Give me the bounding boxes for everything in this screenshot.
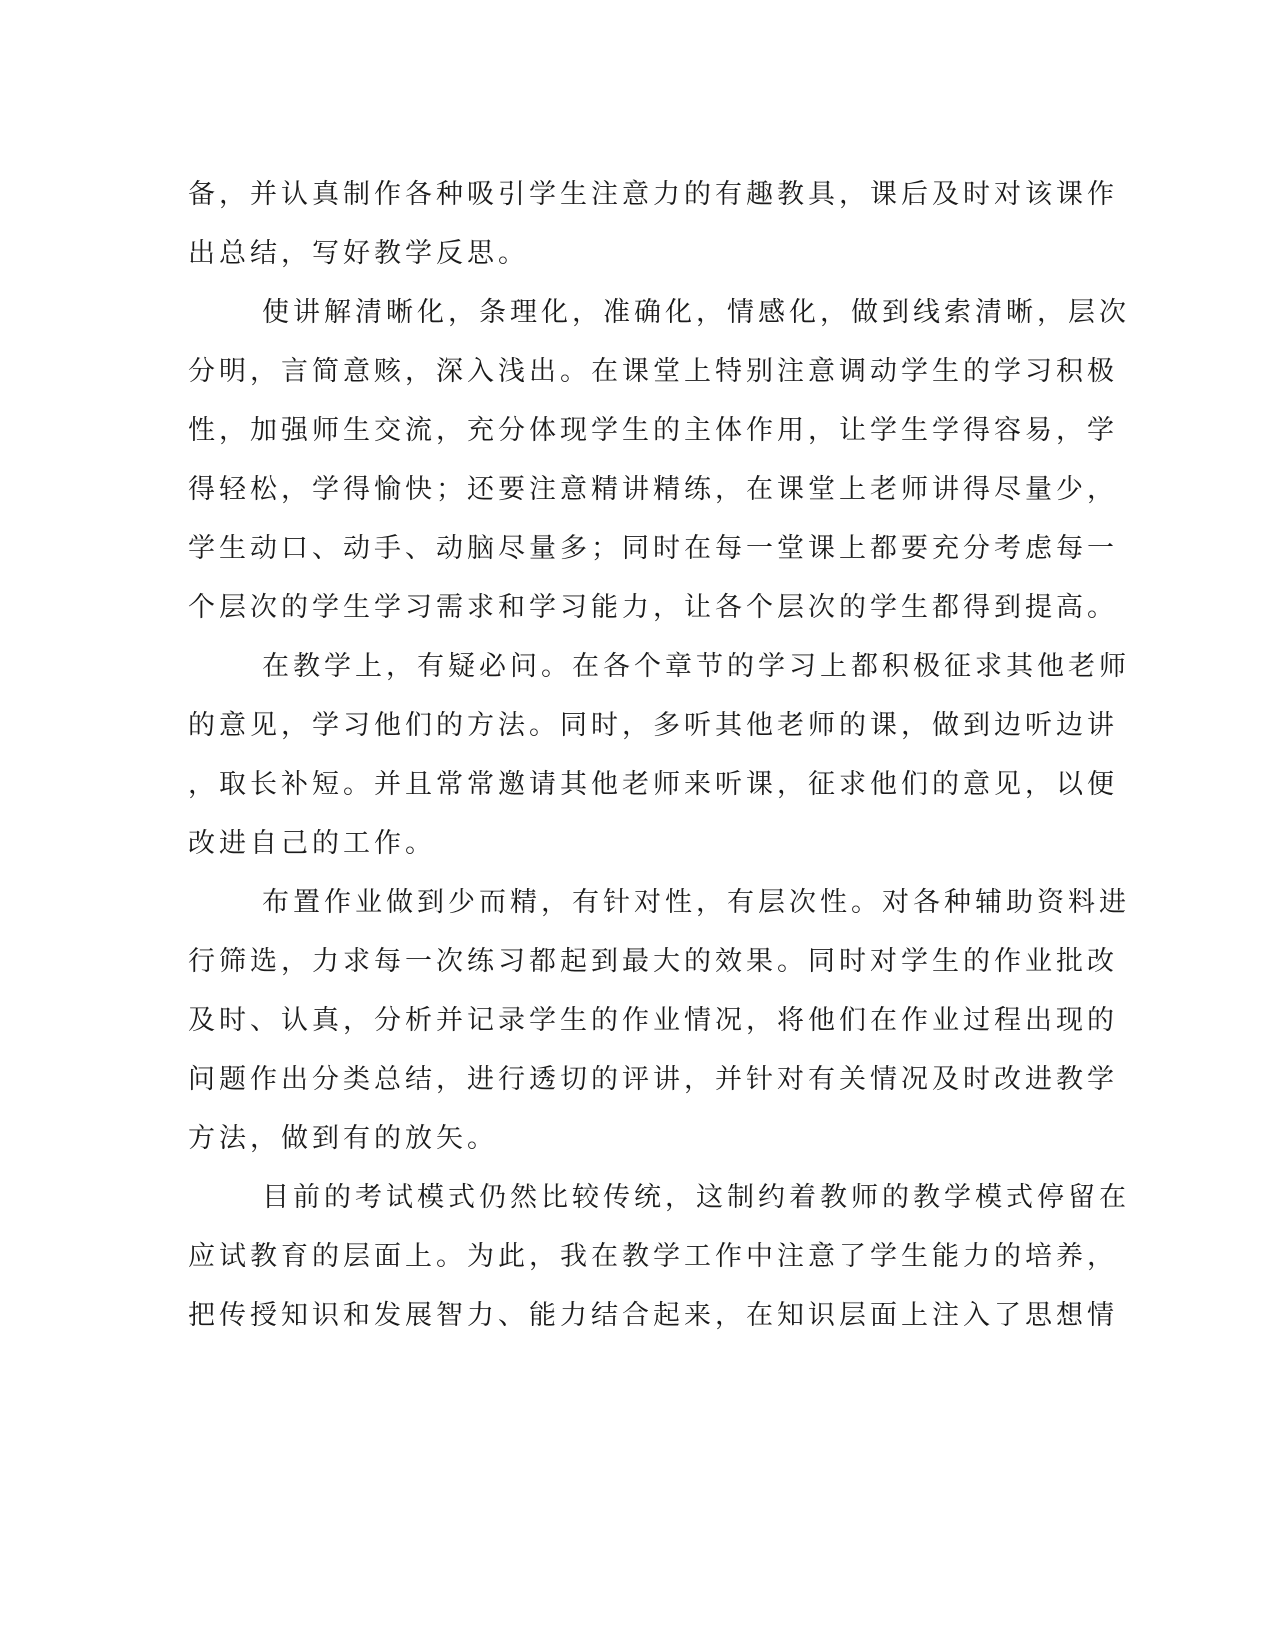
paragraph-first-line: 目前的考试模式仍然比较传统，这制约着教师的教学模式停留在 — [262, 1182, 1130, 1213]
text-line: 个层次的学生学习需求和学习能力，让各个层次的学生都得到提高。 — [188, 592, 1118, 623]
text-line: 及时、认真，分析并记录学生的作业情况，将他们在作业过程出现的 — [188, 1005, 1118, 1036]
text-line: 性，加强师生交流，充分体现学生的主体作用，让学生学得容易，学 — [188, 415, 1118, 446]
text-line: 分明，言简意赅，深入浅出。在课堂上特别注意调动学生的学习积极 — [188, 356, 1118, 387]
text-line: 行筛选，力求每一次练习都起到最大的效果。同时对学生的作业批改 — [188, 946, 1118, 977]
text-line: 应试教育的层面上。为此，我在教学工作中注意了学生能力的培养， — [188, 1241, 1118, 1272]
text-line: 问题作出分类总结，进行透切的评讲，并针对有关情况及时改进教学 — [188, 1064, 1118, 1095]
text-line: 出总结，写好教学反思。 — [188, 238, 529, 269]
text-line: ，取长补短。并且常常邀请其他老师来听课，征求他们的意见，以便 — [188, 769, 1118, 800]
text-line: 备，并认真制作各种吸引学生注意力的有趣教具，课后及时对该课作 — [188, 179, 1118, 210]
text-line: 改进自己的工作。 — [188, 828, 436, 859]
paragraph-first-line: 使讲解清晰化，条理化，准确化，情感化，做到线索清晰，层次 — [262, 297, 1130, 328]
paragraph-first-line: 布置作业做到少而精，有针对性，有层次性。对各种辅助资料进 — [262, 887, 1130, 918]
text-line: 学生动口、动手、动脑尽量多；同时在每一堂课上都要充分考虑每一 — [188, 533, 1118, 564]
body-text — [188, 165, 1130, 1345]
text-line: 的意见，学习他们的方法。同时，多听其他老师的课，做到边听边讲 — [188, 710, 1118, 741]
text-line: 得轻松，学得愉快；还要注意精讲精练，在课堂上老师讲得尽量少， — [188, 474, 1118, 505]
paragraph-first-line: 在教学上，有疑必问。在各个章节的学习上都积极征求其他老师 — [262, 651, 1130, 682]
text-line: 把传授知识和发展智力、能力结合起来，在知识层面上注入了思想情 — [188, 1300, 1118, 1331]
text-line: 方法，做到有的放矢。 — [188, 1123, 498, 1154]
